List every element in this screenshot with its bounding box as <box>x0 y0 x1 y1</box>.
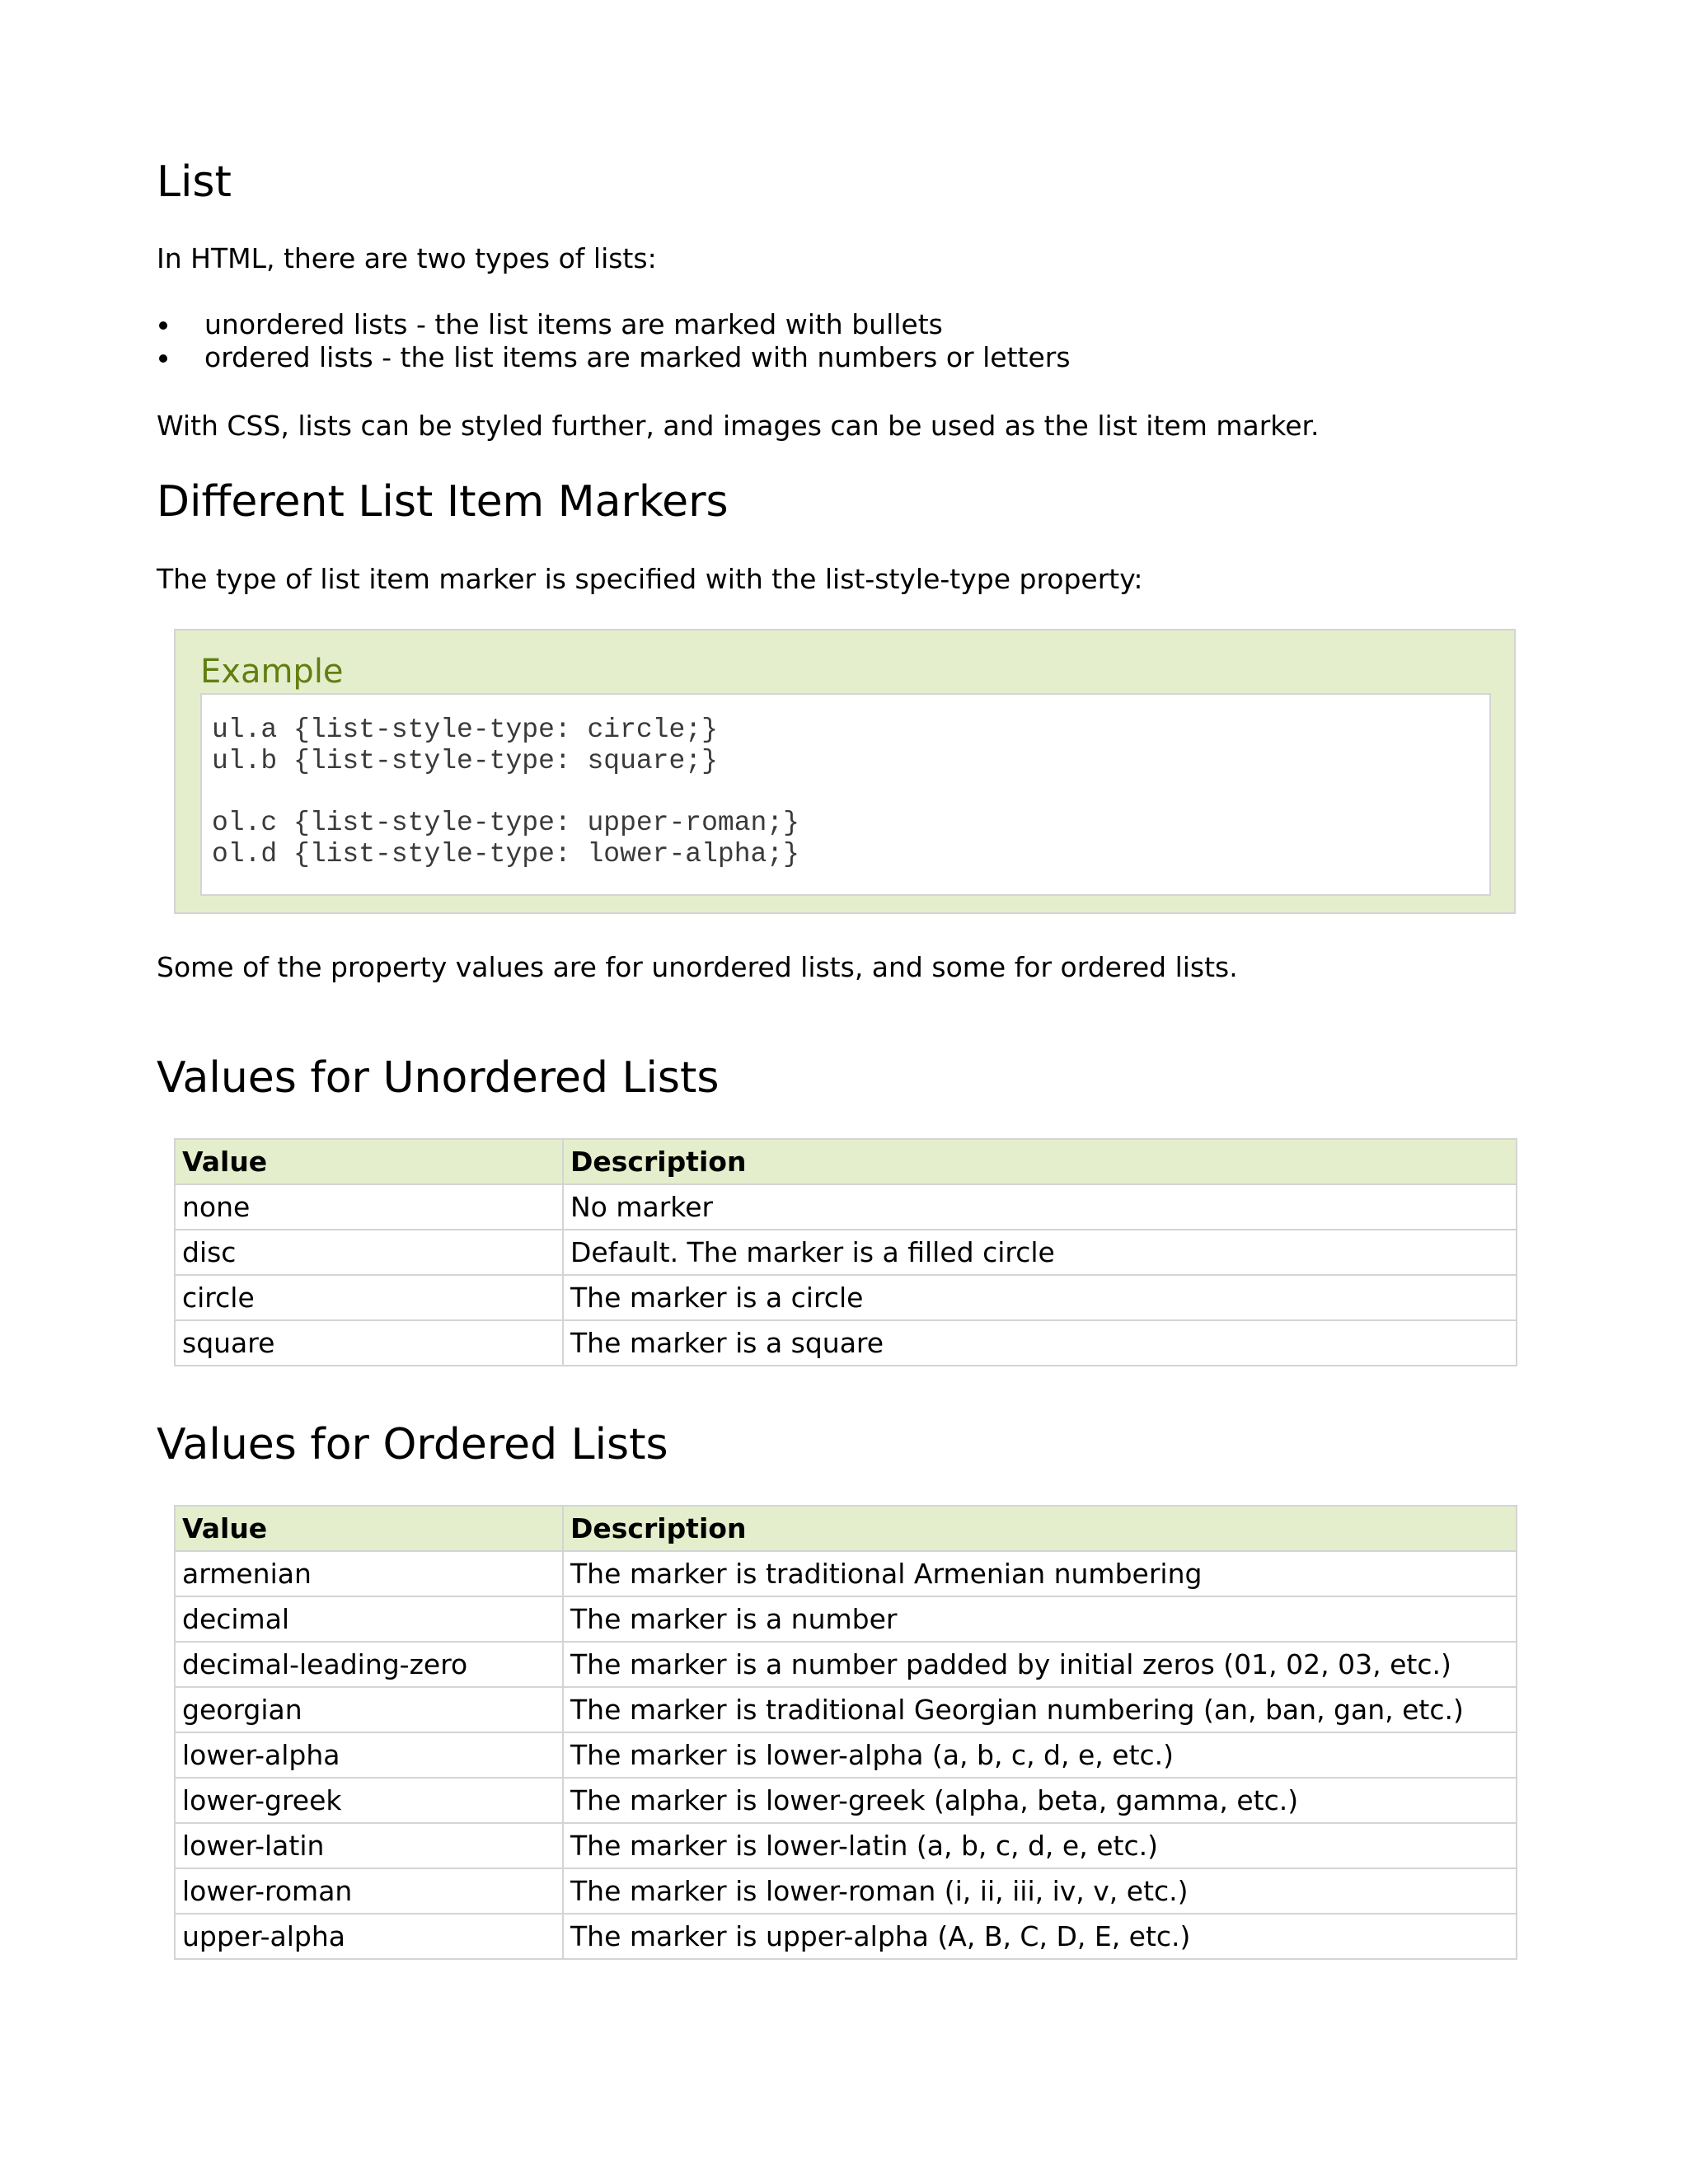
table-row <box>175 1642 1517 1687</box>
table-row <box>175 1732 1517 1778</box>
description-cell: The marker is a circle <box>563 1275 1517 1320</box>
table-row <box>175 1778 1517 1823</box>
ordered-heading: Values for Ordered Lists <box>157 1420 668 1469</box>
table-row <box>175 1230 1517 1275</box>
table-row <box>175 1823 1517 1868</box>
table-row <box>175 1275 1517 1320</box>
list-types-bullets <box>157 308 1071 374</box>
value-cell: lower-roman <box>175 1868 563 1914</box>
description-cell: Default. The marker is a filled circle <box>563 1230 1517 1275</box>
description-cell: The marker is lower-greek (alpha, beta, gamma, etc.) <box>563 1778 1517 1823</box>
list-item-text: ordered lists - the list items are marked with numbers or letters <box>204 341 1071 373</box>
bullet-icon <box>159 321 167 330</box>
description-cell: The marker is lower-alpha (a, b, c, d, e, etc.) <box>563 1732 1517 1778</box>
table-row <box>175 1320 1517 1366</box>
value-cell: disc <box>175 1230 563 1275</box>
code-block <box>200 693 1491 896</box>
code-line: ul.b {list-style-type: square;} <box>212 746 718 776</box>
list-item <box>157 308 1071 341</box>
description-cell: The marker is a number <box>563 1596 1517 1642</box>
description-cell: The marker is a number padded by initial zeros (01, 02, 03, etc.) <box>563 1642 1517 1687</box>
table-row <box>175 1914 1517 1959</box>
example-title: Example <box>200 653 344 691</box>
value-cell: decimal <box>175 1596 563 1642</box>
column-header-description: Description <box>563 1139 1517 1184</box>
code-line: ul.a {list-style-type: circle;} <box>212 715 718 745</box>
value-cell: square <box>175 1320 563 1366</box>
column-header-value: Value <box>175 1139 563 1184</box>
list-item <box>157 341 1071 374</box>
value-cell: lower-greek <box>175 1778 563 1823</box>
table-row <box>175 1687 1517 1732</box>
value-cell: lower-latin <box>175 1823 563 1868</box>
code-line: ol.d {list-style-type: lower-alpha;} <box>212 839 799 869</box>
description-cell: The marker is lower-latin (a, b, c, d, e, etc.) <box>563 1823 1517 1868</box>
unordered-values-table <box>174 1138 1517 1366</box>
list-item-text: unordered lists - the list items are marked with bullets <box>204 308 943 340</box>
list-intro: In HTML, there are two types of lists: <box>157 242 657 274</box>
value-cell: upper-alpha <box>175 1914 563 1959</box>
table-header-row <box>175 1139 1517 1184</box>
value-cell: circle <box>175 1275 563 1320</box>
code-line: ol.c {list-style-type: upper-roman;} <box>212 808 799 838</box>
table-row <box>175 1551 1517 1596</box>
value-cell: armenian <box>175 1551 563 1596</box>
values-note: Some of the property values are for unordered lists, and some for ordered lists. <box>157 951 1238 983</box>
bullet-icon <box>159 354 167 363</box>
description-cell: The marker is a square <box>563 1320 1517 1366</box>
value-cell: decimal-leading-zero <box>175 1642 563 1687</box>
ordered-values-table <box>174 1505 1517 1960</box>
table-row <box>175 1868 1517 1914</box>
example-box <box>174 629 1516 914</box>
list-heading: List <box>157 157 232 207</box>
markers-intro: The type of list item marker is specified with the list-style-type property: <box>157 563 1143 595</box>
table-header-row <box>175 1506 1517 1551</box>
value-cell: none <box>175 1184 563 1230</box>
value-cell: lower-alpha <box>175 1732 563 1778</box>
description-cell: The marker is upper-alpha (A, B, C, D, E, etc.) <box>563 1914 1517 1959</box>
description-cell: The marker is lower-roman (i, ii, iii, iv, v, etc.) <box>563 1868 1517 1914</box>
table-row <box>175 1596 1517 1642</box>
description-cell: The marker is traditional Armenian numbering <box>563 1551 1517 1596</box>
css-note: With CSS, lists can be styled further, and images can be used as the list item marker. <box>157 410 1320 442</box>
table-row <box>175 1184 1517 1230</box>
column-header-value: Value <box>175 1506 563 1551</box>
markers-heading: Different List Item Markers <box>157 477 729 527</box>
column-header-description: Description <box>563 1506 1517 1551</box>
unordered-heading: Values for Unordered Lists <box>157 1053 720 1103</box>
description-cell: No marker <box>563 1184 1517 1230</box>
value-cell: georgian <box>175 1687 563 1732</box>
description-cell: The marker is traditional Georgian numbering (an, ban, gan, etc.) <box>563 1687 1517 1732</box>
